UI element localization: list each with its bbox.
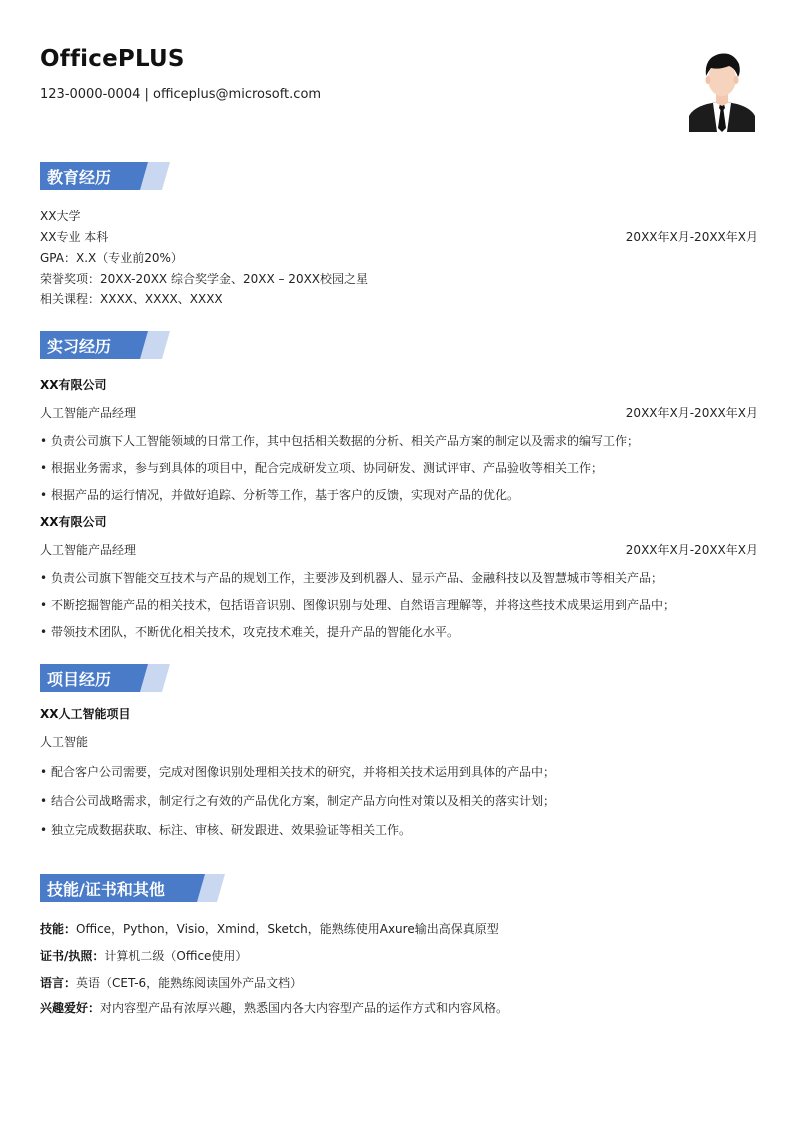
section-title: 教育经历 (47, 168, 112, 187)
list-item: • 根据业务需求，参与到具体的项目中，配合完成研发立项、协同研发、测试评审、产品验收等相关工作； (40, 461, 604, 475)
job-date: 20XX年X月-20XX年X月 (625, 543, 758, 557)
section-title: 实习经历 (47, 337, 112, 356)
company-name: XX有限公司 (40, 378, 107, 392)
list-item: • 独立完成数据获取、标注、审核、研发跟进、效果验证等相关工作。 (40, 823, 412, 837)
major-degree: XX专业 本科 (40, 230, 109, 244)
section-header-projects (40, 664, 170, 692)
honors: 荣誉奖项：20XX-20XX 综合奖学金、20XX – 20XX校园之星 (40, 272, 369, 286)
project-role: 人工智能 (40, 735, 89, 749)
section-header-skills (40, 874, 230, 902)
hobbies-line: 兴趣爱好：对内容型产品有浓厚兴趣，熟悉国内各大内容型产品的运作方式和内容风格。 (40, 1001, 509, 1015)
list-item: • 不断挖掘智能产品的相关技术，包括语音识别、图像识别与处理、自然语言理解等，并将这些技术成果运用到产品中； (40, 598, 676, 612)
contact-info: 123-0000-0004 | officeplus@microsoft.com (40, 87, 322, 102)
education-date: 20XX年X月-20XX年X月 (625, 230, 758, 244)
list-item: • 结合公司战略需求，制定行之有效的产品优化方案，制定产品方向性对策以及相关的落实计划； (40, 794, 556, 808)
certificates-line: 证书/执照：计算机二级（Office使用） (40, 949, 248, 963)
language-line: 语言：英语（CET-6，能熟练阅读国外产品文档） (40, 976, 303, 990)
section-header-education (40, 162, 170, 190)
list-item: • 根据产品的运行情况，并做好追踪、分析等工作，基于客户的反馈，实现对产品的优化。 (40, 488, 520, 502)
courses: 相关课程：XXXX、XXXX、XXXX (40, 292, 223, 306)
school-name: XX大学 (40, 209, 81, 223)
list-item: • 配合客户公司需要，完成对图像识别处理相关技术的研究，并将相关技术运用到具体的产品中； (40, 765, 556, 779)
job-role: 人工智能产品经理 (40, 406, 137, 420)
company-name: XX有限公司 (40, 515, 107, 529)
list-item: • 带领技术团队，不断优化相关技术，攻克技术难关，提升产品的智能化水平。 (40, 625, 460, 639)
job-role: 人工智能产品经理 (40, 543, 137, 557)
list-item: • 负责公司旗下人工智能领域的日常工作，其中包括相关数据的分析、相关产品方案的制定以及需求的编写工作； (40, 434, 640, 448)
skills-line: 技能：Office，Python，Visio，Xmind，Sketch，能熟练使用Axure输出高保真原型 (40, 922, 499, 936)
section-title: 项目经历 (47, 670, 112, 689)
job-date: 20XX年X月-20XX年X月 (625, 406, 758, 420)
section-title: 技能/证书和其他 (47, 880, 165, 899)
project-name: XX人工智能项目 (40, 707, 131, 721)
gpa: GPA：X.X（专业前20%） (40, 251, 183, 265)
section-header-internship (40, 331, 170, 359)
list-item: • 负责公司旗下智能交互技术与产品的规划工作，主要涉及到机器人、显示产品、金融科技以及智慧城市等相关产品； (40, 571, 664, 585)
candidate-name: OfficePLUS (40, 46, 185, 72)
profile-photo (689, 46, 755, 132)
